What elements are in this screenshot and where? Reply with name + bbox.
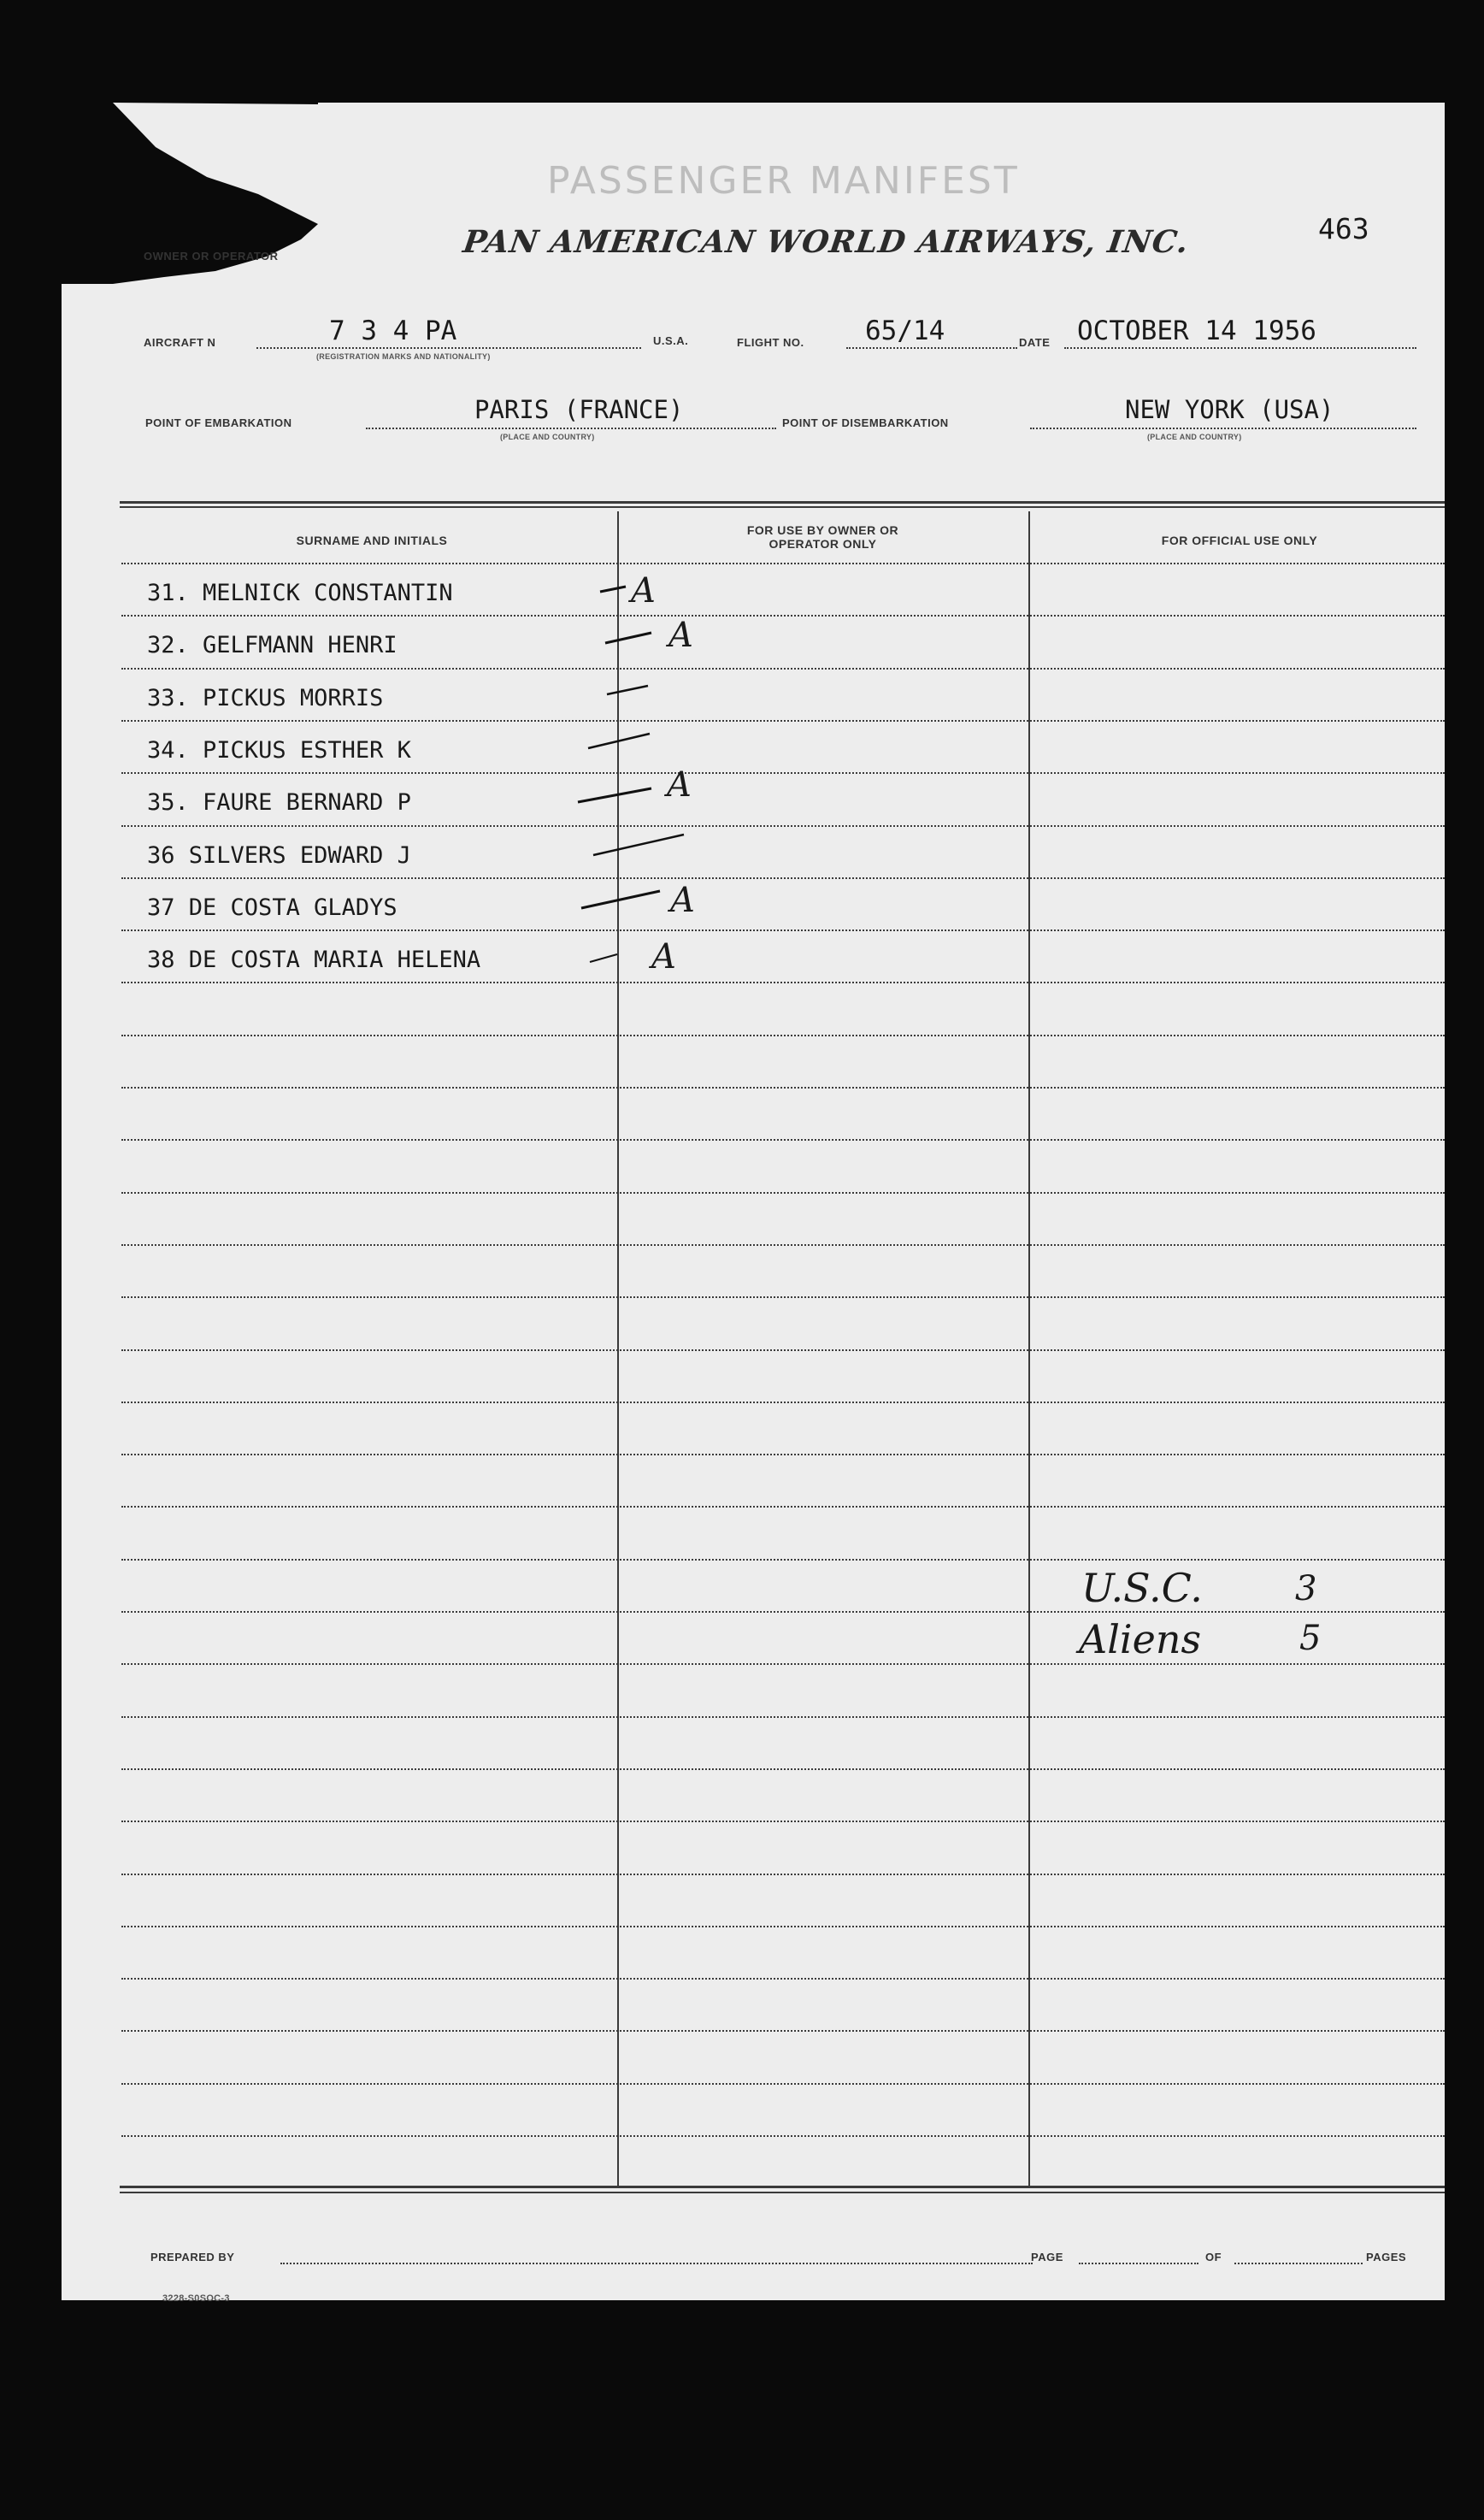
table-row-line bbox=[121, 1611, 1445, 1613]
official-note-usc-value: 3 bbox=[1295, 1569, 1317, 1608]
table-row-line bbox=[121, 720, 1445, 722]
operator-mark: A bbox=[667, 765, 692, 805]
aircraft-value: 7 3 4 PA bbox=[329, 316, 457, 346]
page-number: 463 bbox=[1318, 212, 1369, 245]
disembark-underline bbox=[1030, 428, 1416, 429]
passenger-name: DE COSTA GLADYS bbox=[188, 894, 398, 921]
owner-label: OWNER OR OPERATOR bbox=[144, 250, 279, 263]
passenger-name: FAURE BERNARD P bbox=[203, 789, 411, 816]
page-label: PAGE bbox=[1031, 2251, 1063, 2263]
passenger-number: 35. bbox=[147, 789, 189, 816]
table-row-line bbox=[121, 2030, 1445, 2032]
date-underline bbox=[1064, 347, 1416, 349]
registration-note: (REGISTRATION MARKS AND NATIONALITY) bbox=[316, 352, 491, 361]
pages-label: PAGES bbox=[1366, 2251, 1407, 2263]
passenger-number: 33. bbox=[147, 685, 189, 711]
table-top-rule bbox=[120, 501, 1445, 504]
passenger-name: DE COSTA MARIA HELENA bbox=[188, 947, 481, 973]
table-row-line bbox=[121, 1139, 1445, 1141]
table-row-line bbox=[121, 1402, 1445, 1403]
list-item bbox=[147, 894, 398, 921]
disembark-label: POINT OF DISEMBARKATION bbox=[782, 416, 949, 429]
list-item bbox=[147, 842, 411, 869]
flight-value: 65/14 bbox=[865, 316, 945, 346]
passenger-name: MELNICK CONSTANTIN bbox=[203, 580, 453, 606]
operator-mark: A bbox=[651, 937, 676, 977]
table-bottom-rule-2 bbox=[120, 2192, 1445, 2193]
table-row-line bbox=[121, 1663, 1445, 1665]
table-row-line bbox=[121, 982, 1445, 983]
table-row-line bbox=[121, 1244, 1445, 1246]
table-row-line bbox=[121, 1716, 1445, 1718]
table-row-line bbox=[121, 1454, 1445, 1455]
table-bottom-rule bbox=[120, 2186, 1445, 2188]
table-row-line bbox=[121, 1506, 1445, 1508]
column-header-name: SURNAME AND INITIALS bbox=[296, 534, 448, 547]
embark-underline bbox=[366, 428, 776, 429]
official-note-aliens-label: Aliens bbox=[1079, 1616, 1202, 1662]
operator-mark: A bbox=[631, 571, 656, 611]
flight-label: FLIGHT NO. bbox=[737, 336, 804, 349]
list-item bbox=[147, 632, 398, 658]
embark-value: PARIS (FRANCE) bbox=[474, 395, 684, 424]
prepared-by-label: PREPARED BY bbox=[150, 2251, 235, 2263]
passenger-number: 34. bbox=[147, 737, 189, 764]
passenger-number: 37 bbox=[147, 894, 175, 921]
table-row-line bbox=[121, 1192, 1445, 1194]
date-value: OCTOBER 14 1956 bbox=[1077, 316, 1316, 346]
table-row-line bbox=[121, 615, 1445, 617]
of-line bbox=[1234, 2263, 1363, 2264]
operator-mark: A bbox=[670, 881, 695, 920]
table-row-line bbox=[121, 1087, 1445, 1089]
official-note-usc-label: U.S.C. bbox=[1081, 1565, 1203, 1611]
table-row-line bbox=[121, 825, 1445, 827]
disembark-value: NEW YORK (USA) bbox=[1125, 395, 1334, 424]
column-header-official: FOR OFFICIAL USE ONLY bbox=[1161, 534, 1318, 547]
date-label: DATE bbox=[1019, 336, 1051, 349]
table-row-line bbox=[121, 930, 1445, 931]
table-row-line bbox=[121, 2083, 1445, 2085]
form-code: 3228-S0SOC-3 bbox=[162, 2293, 230, 2304]
passenger-number: 38 bbox=[147, 947, 175, 973]
operator-mark: A bbox=[668, 616, 693, 655]
table-row-line bbox=[121, 1296, 1445, 1298]
list-item bbox=[147, 580, 453, 606]
passenger-name: SILVERS EDWARD J bbox=[188, 842, 411, 869]
country-label: U.S.A. bbox=[653, 334, 689, 347]
passenger-number: 31. bbox=[147, 580, 189, 606]
table-row-line bbox=[121, 668, 1445, 670]
list-item bbox=[147, 685, 383, 711]
flight-underline bbox=[846, 347, 1017, 349]
passenger-name: PICKUS MORRIS bbox=[203, 685, 384, 711]
table-row-line bbox=[121, 1978, 1445, 1980]
prepared-by-line bbox=[280, 2263, 1033, 2264]
passenger-number: 32. bbox=[147, 632, 189, 658]
form-title: PASSENGER MANIFEST bbox=[547, 159, 1020, 203]
table-row-line bbox=[121, 772, 1445, 774]
table-top-rule-2 bbox=[120, 506, 1445, 508]
list-item bbox=[147, 737, 411, 764]
table-row-line bbox=[121, 877, 1445, 879]
disembark-note: (PLACE AND COUNTRY) bbox=[1147, 433, 1242, 441]
table-row-line bbox=[121, 1349, 1445, 1351]
table-row-line bbox=[121, 1926, 1445, 1927]
handwritten-marks bbox=[573, 573, 718, 983]
official-note-aliens-value: 5 bbox=[1299, 1619, 1322, 1658]
embark-note: (PLACE AND COUNTRY) bbox=[500, 433, 595, 441]
column-header-operator: FOR USE BY OWNER OR OPERATOR ONLY bbox=[746, 523, 899, 551]
column-divider-2 bbox=[1028, 511, 1030, 2186]
list-item bbox=[147, 789, 411, 816]
table-row-line bbox=[121, 1874, 1445, 1875]
passenger-number: 36 bbox=[147, 842, 175, 869]
page-line bbox=[1079, 2263, 1198, 2264]
passenger-name: GELFMANN HENRI bbox=[203, 632, 398, 658]
table-row-line bbox=[121, 1768, 1445, 1770]
table-row-line bbox=[121, 1559, 1445, 1561]
table-row-line bbox=[121, 563, 1445, 564]
of-label: OF bbox=[1205, 2251, 1222, 2263]
aircraft-label: AIRCRAFT N bbox=[144, 336, 216, 349]
embark-label: POINT OF EMBARKATION bbox=[145, 416, 292, 429]
aircraft-underline bbox=[256, 347, 641, 349]
passenger-name: PICKUS ESTHER K bbox=[203, 737, 411, 764]
table-row-line bbox=[121, 2135, 1445, 2137]
table-row-line bbox=[121, 1821, 1445, 1822]
table-row-line bbox=[121, 1035, 1445, 1036]
company-name: PAN AMERICAN WORLD AIRWAYS, INC. bbox=[461, 224, 1192, 260]
list-item bbox=[147, 947, 480, 973]
